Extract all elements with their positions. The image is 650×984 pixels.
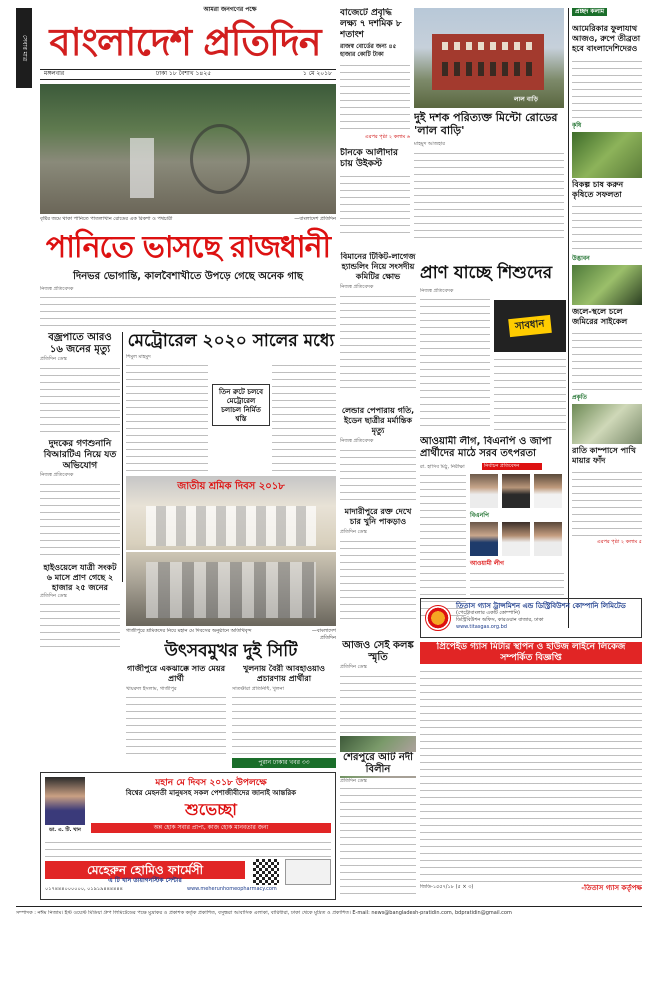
homeo-web-link[interactable]: www.meherunhomeopharmacy.com bbox=[187, 886, 277, 892]
side-column bbox=[40, 332, 120, 672]
candidate-photo bbox=[470, 522, 498, 556]
children-body-1 bbox=[420, 296, 490, 432]
lal-bari-byline: মাহমুদ আজহার bbox=[414, 141, 445, 147]
mayday-photo bbox=[126, 476, 336, 626]
bottom-s2-title[interactable]: শেরপুরে আট নদী বিলীন bbox=[340, 752, 416, 776]
children-byline: নিজস্ব প্রতিবেদক bbox=[420, 288, 454, 294]
lead-subhead: দিনভর ভোগান্তি, কালবৈশাখীতে উপড়ে গেছে অনেক গাছ bbox=[73, 271, 303, 282]
ticket-headline[interactable]: বিমানের টিকিট-লাগেজ হ্যান্ডলিং নিয়ে সংসদীয় কমিটির ক্ষোভ bbox=[340, 252, 416, 281]
homeo-sub: বিশ্বের মেহনতী মানুষসহ সকল পেশাজীবীদের জানাই আন্তরিক bbox=[125, 789, 297, 797]
right-col-r3-title[interactable]: জলে-স্থলে চলে জমিরের সাইকেল bbox=[572, 307, 628, 327]
lead-headline[interactable]: পানিতে ভাসছে রাজধানী bbox=[45, 230, 331, 265]
side-s3-byline: প্রতিদিন ডেস্ক bbox=[40, 592, 67, 599]
lead-photo bbox=[40, 84, 336, 214]
metro-byline: শিমুল মাহমুদ bbox=[126, 354, 151, 360]
side-s2-body bbox=[40, 481, 120, 559]
homeo-logo-icon bbox=[285, 859, 331, 885]
right-col-r2-photo bbox=[572, 132, 642, 178]
city-right-body bbox=[232, 694, 336, 758]
city-right-title[interactable]: খুলনায় বৈরী আবহাওয়াও প্রচারণায় প্রার্থীরা bbox=[242, 664, 326, 683]
right-col-r3-section: উদ্ভাবন bbox=[572, 255, 590, 263]
city-left-byline: খায়রুল ইসলাম, গাজীপুর bbox=[126, 686, 177, 692]
madaripur-headline[interactable]: মাদারীপুরে রক্ত দেখে চার খুনি পাকড়াও bbox=[344, 506, 412, 526]
city-left-title[interactable]: গাজীপুরে একঝাক্কে সাত মেয়র প্রার্থী bbox=[127, 664, 225, 683]
lead-byline: নিজস্ব প্রতিবেদক bbox=[40, 286, 74, 292]
tea-headline[interactable]: চীনকে আলীদার চায় উইকস্ট bbox=[340, 148, 398, 169]
ear-subhead: রাজস্ব বোর্ডের জন্য ৪৫ হাজার কোটি টাকা bbox=[340, 43, 397, 58]
bottom-s1-body-2 bbox=[340, 785, 416, 895]
ticket-body bbox=[340, 293, 416, 389]
homeo-slogan: অন্ন হোক সবার প্রাপ্য, কাজ হোক মানবতার জন্য bbox=[91, 823, 331, 833]
bottom-s1-byline: প্রতিদিন ডেস্ক bbox=[340, 664, 367, 670]
ticket-byline: নিজস্ব প্রতিবেদক bbox=[340, 284, 374, 290]
homeo-doctor-photo bbox=[45, 777, 85, 825]
homeo-brand: মেহেরুন হোমিও ফার্মেসী bbox=[45, 861, 245, 879]
metro-box: তিন রুটে চলবে মেট্রোরেল চলাচল নির্মিত শ্বস্তি bbox=[212, 384, 270, 426]
ear-body bbox=[340, 62, 410, 134]
right-col-r3-body bbox=[572, 330, 642, 390]
right-col-r4-section: প্রকৃতি bbox=[572, 394, 587, 402]
gas-ad-header bbox=[420, 598, 642, 638]
lal-bari-caption: লাল বাড়ি bbox=[514, 96, 538, 103]
homeo-tagline: এ টি খান ডায়াগনস্টিক সেন্টার bbox=[108, 877, 182, 884]
metro-body-left bbox=[126, 362, 208, 472]
homeo-contact: ০১৭৪৪৪০০০০০০, ০১৯১৯৪৪৪৪৪৪ bbox=[45, 886, 123, 892]
candidate-photo bbox=[470, 474, 498, 508]
mayday-credit: —বাংলাদেশ প্রতিদিন bbox=[311, 628, 336, 641]
lead-body bbox=[40, 294, 336, 330]
side-s2-byline: নিজস্ব প্রতিবেদক bbox=[40, 471, 74, 478]
gas-company: তিতাস গ্যাস ট্রান্সমিশন এন্ড ডিস্ট্রিবিউশন কোম্পানি লিমিটেড bbox=[456, 602, 626, 610]
side-s1-byline: প্রতিদিন ডেস্ক bbox=[40, 356, 67, 362]
lender-byline: নিজস্ব প্রতিবেদক bbox=[340, 438, 374, 444]
gas-notice-ref: জিডি-১৫৫৭/১৮ (৫ × ৩) bbox=[420, 884, 474, 890]
side-s3-body bbox=[40, 601, 120, 651]
metro-body-right bbox=[272, 362, 336, 472]
right-col-r1-title[interactable]: আমেরিকার ফুলাযাথ আজও, রুপে তীব্রতা হবে বাংলাদেশিদেরও bbox=[572, 24, 641, 54]
candidate-photo bbox=[534, 522, 562, 556]
gas-notice-body bbox=[420, 668, 642, 882]
children-sabdhan-icon bbox=[494, 300, 566, 352]
election-label-bnp: বিএনপি bbox=[470, 512, 489, 519]
election-headline[interactable]: আওয়ামী লীগ, বিএনপি ও জাপা প্রার্থীদের মাঠে সরব তৎপরতা bbox=[420, 436, 552, 459]
dateline-date-bn: ঢাকা ১৮ বৈশাখ ১৪২৫ bbox=[155, 70, 212, 78]
side-s3-title[interactable]: হাইওয়েলে যাত্রী সংকট ৬ মাসে প্রাণ গেছে ২ হাজার ২৫ জনের bbox=[43, 562, 117, 592]
mayday-banner: জাতীয় শ্রমিক দিবস ২০১৮ bbox=[177, 481, 285, 492]
mayday-caption: গাজীপুরে শ্রমিকদের নিয়ে মহান মে দিবসের অনুষ্ঠানে অতিথিবৃন্দ bbox=[126, 628, 252, 634]
bottom-s1-body bbox=[340, 673, 416, 733]
lal-bari-photo bbox=[414, 8, 564, 108]
right-col-r4-photo bbox=[572, 404, 642, 444]
right-col-continue[interactable]: এরপর পৃষ্ঠা ২ কলাম ৫ bbox=[596, 539, 642, 546]
gas-logo-icon bbox=[425, 605, 451, 631]
homeo-ad bbox=[40, 772, 336, 900]
gas-web-link[interactable]: www.titasgas.org.bd bbox=[456, 623, 507, 630]
side-s1-body bbox=[40, 365, 120, 435]
homeo-qr bbox=[253, 859, 279, 885]
city-left-body bbox=[126, 694, 226, 758]
right-col-r4-title[interactable]: রাতি কাম্পাসে পাখি মায়ার ফাঁদ bbox=[572, 446, 636, 466]
right-col-r1-body bbox=[572, 58, 642, 118]
right-col-r2-body bbox=[572, 203, 642, 251]
tea-story bbox=[340, 148, 410, 248]
dateline-date-en: ১ মে ২০১৮ bbox=[302, 70, 332, 78]
candidate-photo bbox=[534, 474, 562, 508]
masthead-tagline: আমরা জনগণের পক্ষে bbox=[203, 6, 257, 13]
candidate-photo bbox=[502, 522, 530, 556]
homeo-body bbox=[45, 839, 331, 859]
bottom-s2-byline: প্রতিদিন ডেস্ক bbox=[340, 778, 416, 785]
election-body-2 bbox=[470, 570, 564, 596]
election-byline: রা. হাসিব মিঠু, নিরীক্ষা bbox=[420, 464, 465, 470]
right-column bbox=[572, 8, 642, 628]
right-col-r2-title[interactable]: বিকল্প চাষ করুন কৃষিতে সফলতা bbox=[572, 180, 624, 200]
dateline-day: মঙ্গলবার bbox=[44, 70, 65, 78]
children-sabdhan-label: সাবধান bbox=[508, 315, 551, 337]
bottom-s1-title[interactable]: আজও সেই কলঙ্ক স্মৃতি bbox=[342, 640, 414, 663]
lender-body bbox=[340, 447, 416, 503]
city-headline[interactable]: উৎসবমুখর দুই সিটি bbox=[164, 641, 298, 661]
tea-body bbox=[340, 173, 410, 235]
gas-address: ডিস্ট্রিবিউশন অফিস, কারওয়ান বাজার, ঢাকা bbox=[456, 616, 544, 623]
ticket-story bbox=[340, 252, 416, 402]
children-body-2 bbox=[494, 356, 566, 432]
right-col-r2-section: কৃষি bbox=[572, 122, 582, 130]
election-candidates bbox=[468, 472, 566, 596]
gas-notice-sign: -তিতাস গ্যাস কর্তৃপক্ষ bbox=[581, 884, 642, 892]
ear-continue[interactable]: এরপর পৃষ্ঠা ২ কলাম ৬ bbox=[364, 134, 410, 140]
madaripur-body bbox=[340, 538, 416, 624]
children-headline[interactable]: প্রাণ যাচ্ছে শিশুদের bbox=[420, 263, 553, 283]
masthead-title[interactable]: বাংলাদেশ প্রতিদিন bbox=[49, 19, 321, 64]
gas-notice-title: প্রিপেইড গ্যাস মিটার স্থাপন ও হাউজ লাইনে লিকেজ সম্পর্কিত বিজ্ঞপ্তি bbox=[420, 642, 642, 664]
ear-headline[interactable]: বাজেটে প্রবৃদ্ধি লক্ষ্য ৭ দশমিক ৮ শতাংশ bbox=[340, 8, 402, 40]
metro-headline[interactable]: মেট্রোরেল ২০২০ সালের মধ্যে bbox=[127, 331, 335, 351]
side-s2-title[interactable]: দুদকের গণশুনানি বিআরটিএ নিয়ে যত অভিযোগ bbox=[43, 438, 117, 471]
gas-sub: (পেট্রোবাংলার একটি কোম্পানি) bbox=[456, 610, 520, 616]
dateline-bar bbox=[40, 69, 336, 80]
madaripur-byline: প্রতিদিন ডেস্ক bbox=[340, 528, 367, 535]
side-strip: সেবার মাত্র bbox=[16, 8, 32, 88]
side-s1-title[interactable]: বজ্রপাতে আরও ১৬ জনের মৃত্যু bbox=[48, 332, 112, 355]
candidate-photo bbox=[502, 474, 530, 508]
lal-bari-headline[interactable]: দুই দশক পরিত্যক্ত মিন্টো রোডের 'লাল বাড়ি' bbox=[414, 111, 558, 137]
lead-photo-credit: —বাংলাদেশ প্রতিদিন bbox=[294, 216, 336, 222]
ear-story bbox=[340, 8, 410, 148]
homeo-doctor: ডা. এ. টি. খান bbox=[49, 827, 81, 833]
homeo-greeting: শুভেচ্ছা bbox=[185, 800, 237, 819]
lender-headline[interactable]: লেন্ডার পেপারায় গতি, ইডেন ছাত্রীর মর্মান্তিক মৃত্যু bbox=[341, 406, 415, 435]
right-col-r4-body bbox=[572, 469, 642, 539]
right-col-section: প্রচ্ছদ কলাম bbox=[572, 8, 607, 16]
right-col-r3-photo bbox=[572, 265, 642, 305]
city-more-news[interactable]: পুরান ঢাকার খবর ৩৩ bbox=[232, 758, 336, 768]
lead-photo-caption: বৃষ্টির জমে থাকা পানিতে পাতলাখান রোডের এক রিকশা ও পথচারী bbox=[40, 216, 173, 222]
footer-imprint: সম্পাদক : নঈম নিজাম। ইস্ট ওয়েস্ট মিডিয়া গ্রুপ লিমিটেডের পক্ষে মুদ্রাকর ও প্রকাশক কর্তৃক প্রকাশিত, বসুন্ধরা আবাসিক এলাকা, বারিধারা, ঢাকা থেকে মুদ্রিত ও প্রকাশিত। E-mail: news@bangladesh-pratidin.com, bdpratidin@gmail.com bbox=[16, 910, 512, 916]
election-label-al: আওয়ামী লীগ bbox=[470, 560, 504, 567]
homeo-headline: মহান মে দিবস ২০১৮ উপলক্ষে bbox=[155, 778, 267, 788]
lal-bari-body bbox=[414, 150, 564, 242]
city-right-byline: সাতক্ষীরা প্রতিনিধি, খুলনা bbox=[232, 686, 284, 692]
election-tag: নির্বাচন প্রতিবেদন bbox=[482, 463, 542, 470]
lender-story bbox=[340, 406, 416, 626]
